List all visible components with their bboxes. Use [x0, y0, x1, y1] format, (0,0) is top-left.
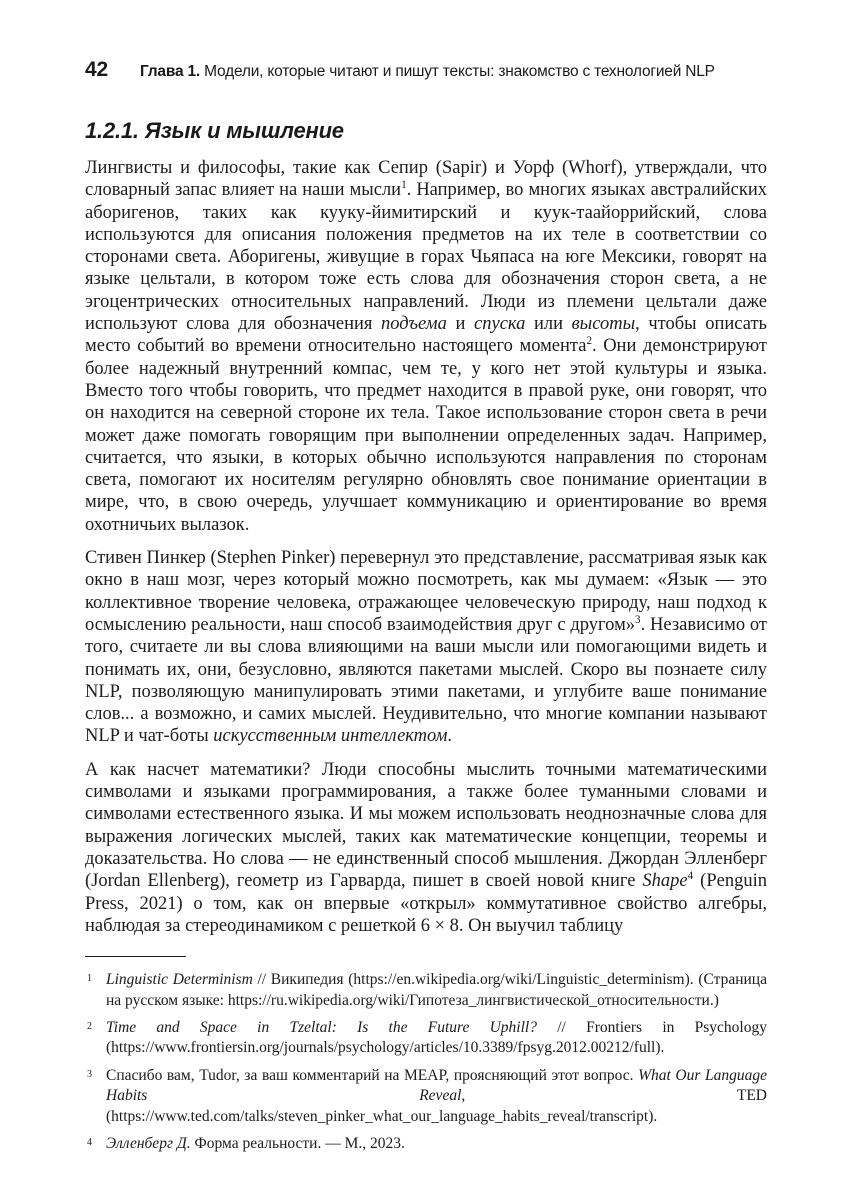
footnote-number: 4: [87, 1136, 92, 1148]
running-header-text: [140, 63, 715, 81]
text-run: А как насчет математики? Люди способны мыслить точными математическими символами и языками программирования, а также более туманными словами и символами естественного языка. И мы можем использовать неоднозначные слова для выражения логических мыслей, таких как математические концепции, теоремы и доказательства. Но слова — не единственный способ мышления. Джордан Элленберг (Jordan Ellenberg), геометр из Гарварда, пишет в своей новой книге: [85, 759, 767, 892]
footnote-reference: 1: [401, 179, 407, 192]
text-run: Time and Space in Tzeltal: Is the Future Uphill?: [106, 1018, 537, 1036]
footnotes-block: [85, 970, 767, 1154]
text-run: Спасибо вам, Tudor, за ваш комментарий на MEAP, проясняющий этот вопрос.: [106, 1066, 639, 1084]
chapter-label: Глава 1.: [139, 63, 201, 80]
text-run: . Они демонстрируют более надежный внутренний компас, чем те, у кого нет этой культуры и языка. Вместо того чтобы говорить, что предмет находится в правой руке, они говорят, что он находится на северной стороне их тела. Такое использование сторон света в речи может даже помогать говорящим при выполнении определенных задач. Например, считается, что языки, в которых обычно используются направления по сторонам света, помогают их носителям регулярно обновлять свое понимание ориентации в мире, что, в свою очередь, улучшает коммуникацию и ориентирование во время охотничьих вылазок.: [85, 336, 768, 535]
footnote-text: [106, 1019, 767, 1056]
text-run: Shape: [642, 871, 688, 892]
footnote-text: [106, 971, 767, 1008]
text-run: . Например, во многих языках австралийских аборигенов, таких как кууку-йимитирский и куук-таайоррийский, слова используются для описания положения предметов на их теле в соответствии со сторонами света. Аборигены, живущие в горах Чьяпаса на юге Мексики, говорят на языке цельтали, в котором тоже есть слова для обозначения сторон света, а не эгоцентрических относительных направлений. Люди из племени цельтали даже используют слова для обозначения: [85, 180, 767, 335]
footnote-3: [85, 1066, 767, 1127]
footnote-1: [85, 970, 767, 1011]
text-run: подъема: [381, 314, 447, 335]
text-run: и: [446, 314, 475, 335]
footnote-reference: 2: [586, 335, 592, 348]
section-heading: 1.2.1. Язык и мышление: [85, 118, 344, 143]
paragraph-3: [85, 759, 767, 937]
footnote-separator: [85, 956, 186, 957]
footnote-number: 2: [87, 1020, 92, 1032]
paragraph-1: [85, 157, 767, 536]
text-run: . Независимо от того, считаете ли вы слова влияющими на ваши мысли или помогающими видеть и понимать их, они, безусловно, являются пакетами мыслей. Скоро вы познаете силу NLP, позволяющую манипулировать этими пакетами, и углубите ваше понимание слов... а возможно, и самих мыслей. Неудивительно, что многие компании называют NLP и чат-боты: [85, 614, 767, 747]
text-run: высоты: [571, 314, 636, 335]
text-run: .: [447, 726, 453, 747]
text-run: What Our Language Habits Reveal: [106, 1066, 767, 1105]
footnote-reference: 4: [687, 870, 694, 883]
text-run: , TED (https://www.ted.com/talks/steven_pinker_what_our_language_habits_reveal/transcript).: [106, 1087, 767, 1125]
text-run: , чтобы описать место событий во времени относительно настоящего момента: [85, 314, 767, 357]
body-text: [85, 157, 767, 937]
text-run: // Frontiers in Psychology (https://www.frontiersin.org/journals/psychology/articles/10.3389/fpsyg.2012.00212/full).: [106, 1018, 767, 1057]
running-header: [85, 58, 767, 82]
text-run: Элленберг Д.: [106, 1134, 191, 1152]
footnote-text: [106, 1135, 405, 1152]
footnote-text: [106, 1067, 767, 1125]
footnote-number: 3: [87, 1068, 92, 1080]
footnote-4: [85, 1134, 767, 1154]
paragraph-2: [85, 547, 767, 748]
text-run: Лингвисты и философы, такие как Сепир (Sapir) и Уорф (Whorf), утверждали, что словарный запас влияет на наши мысли: [85, 158, 767, 201]
text-run: искусственным интеллектом: [213, 726, 448, 747]
text-run: Стивен Пинкер (Stephen Pinker) перевернул это представление, рассматривая язык как окно в наш мозг, через который можно посмотреть, как мы думаем: «Язык — это коллективное творение человека, отражающее человеческую природу, наш подход к осмыслению реальности, наш способ взаимодействия друг с другом»: [85, 548, 767, 635]
footnote-reference: 3: [635, 613, 641, 626]
text-run: или: [525, 314, 572, 335]
footnote-number: 1: [87, 973, 92, 985]
running-header-title: Модели, которые читают и пишут тексты: знакомство с технологией NLP: [200, 63, 715, 80]
text-run: // Википедия (https://en.wikipedia.org/wiki/Linguistic_determinism). (Страница на русском языке: https://ru.wikipedia.org/wiki/Гипотеза_лингвистической_относительности.): [106, 971, 767, 1009]
page-number: 42: [85, 58, 108, 81]
text-run: Linguistic Determinism: [106, 971, 253, 989]
footnote-2: [85, 1018, 767, 1059]
text-run: (Penguin Press, 2021) о том, как он впервые «открыл» коммутативное свойство алгебры, наблюдая за стереодинамиком с решеткой 6 × 8. Он выучил таблицу: [85, 871, 767, 936]
text-run: Форма реальности. — М., 2023.: [190, 1134, 405, 1152]
text-run: спуска: [474, 314, 526, 335]
